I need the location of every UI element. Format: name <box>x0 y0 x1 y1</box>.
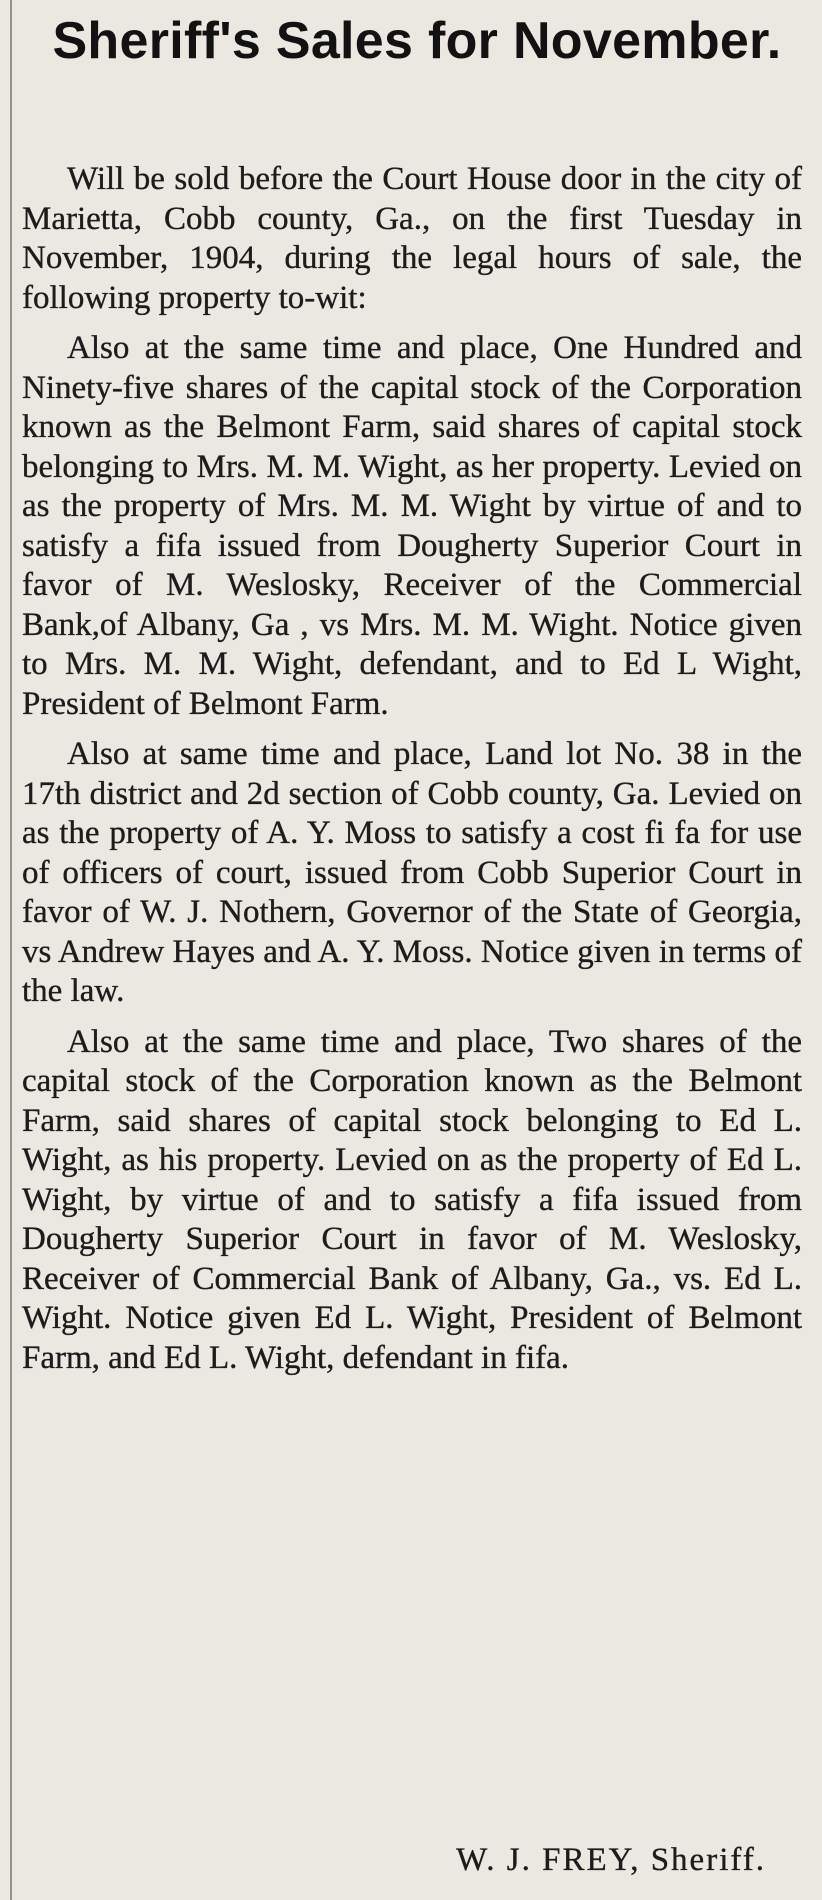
notice-body <box>22 160 802 1389</box>
column-rule <box>10 0 12 1900</box>
headline: Sheriff's Sales for November. <box>52 12 782 70</box>
sheriff-signature: W. J. FREY, Sheriff. <box>456 1842 766 1878</box>
sale-item-land-lot-moss: Also at same time and place, Land lot No. 38 in the 17th district and 2d section of Cobb county, Ga. Levied on as the property of A. Y. Moss to satisfy a cost fi fa for use of officers of court, issued from Cobb Superior Court in favor of W. J. Nothern, Governor of the State of Georgia, vs Andrew Hayes and A. Y. Moss. Notice given in terms of the law. <box>22 736 802 1009</box>
intro-paragraph: Will be sold before the Court House door in the city of Marietta, Cobb county, Ga., on the first Tuesday in November, 1904, during the legal hours of sale, the following property to-wit: <box>22 161 802 316</box>
sale-item-belmont-ed-wight: Also at the same time and place, Two shares of the capital stock of the Corporation known as the Belmont Farm, said shares of capital stock belonging to Ed L. Wight, as his property. Levied on as the property of Ed L. Wight, by virtue of and to satisfy a fifa issued from Dougherty Superior Court in favor of M. Weslosky, Receiver of Commercial Bank of Albany, Ga., vs. Ed L. Wight. Notice given Ed L. Wight, President of Belmont Farm, and Ed L. Wight, defendant in fifa. <box>22 1023 802 1376</box>
sale-item-belmont-mrs-wight: Also at the same time and place, One Hundred and Ninety-five shares of the capital stock of the Corporation known as the Belmont Farm, said shares of capital stock belonging to Mrs. M. M. Wight, as her property. Levied on as the property of Mrs. M. M. Wight by virtue of and to satisfy a fifa issued from Dougherty Superior Court in favor of M. Weslosky, Receiver of the Commercial Bank,of Albany, Ga , vs Mrs. M. M. Wight. Notice given to Mrs. M. M. Wight, defendant, and to Ed L Wight, President of Belmont Farm. <box>22 330 802 722</box>
